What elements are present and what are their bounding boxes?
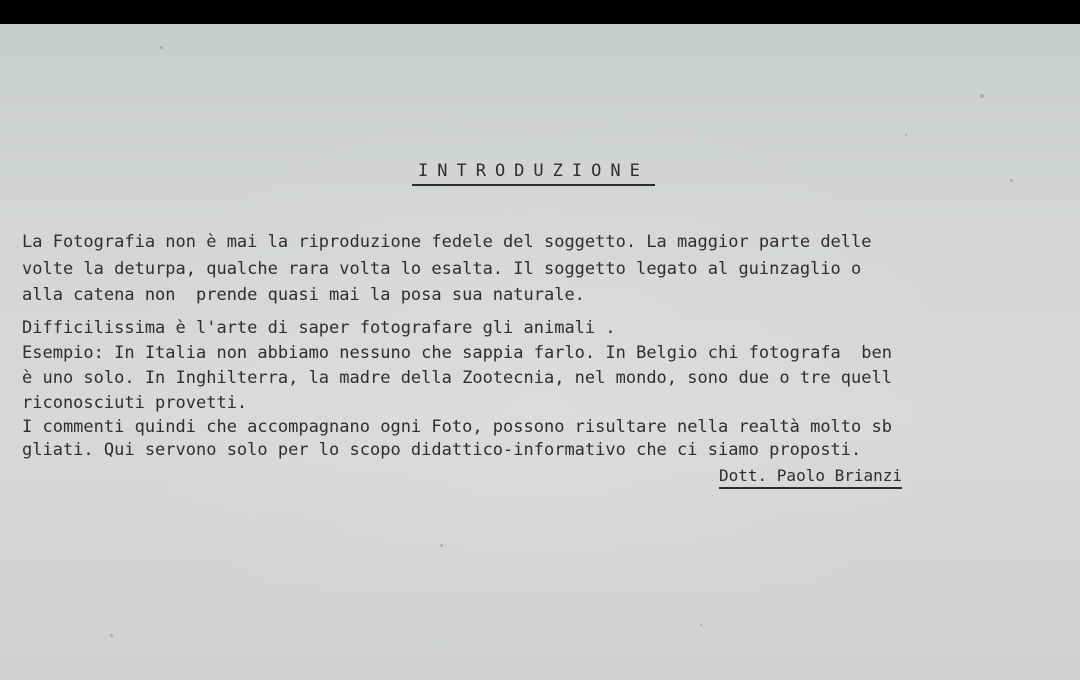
page-title: INTRODUZIONE xyxy=(412,163,655,186)
typewritten-page xyxy=(0,24,1080,680)
paragraph-2-line: è uno solo. In Inghilterra, la madre della Zootecnia, nel mondo, sono due o tre quell xyxy=(22,368,892,388)
paper-speck xyxy=(700,624,702,626)
paragraph-2-line: riconosciuti provetti. xyxy=(22,393,248,413)
paragraph-2-line: Esempio: In Italia non abbiamo nessuno che sappia farlo. In Belgio chi fotografa ben xyxy=(22,343,892,363)
paragraph-2-line: gliati. Qui servono solo per lo scopo didattico-informativo che ci siamo proposti. xyxy=(22,440,862,460)
paper-speck xyxy=(440,544,443,547)
paragraph-2-line: Difficilissima è l'arte di saper fotografare gli animali . xyxy=(22,318,616,338)
paragraph-1-line: La Fotografia non è mai la riproduzione fedele del soggetto. La maggior parte delle xyxy=(22,232,872,252)
paper-speck xyxy=(160,46,163,49)
paper-speck xyxy=(110,634,113,637)
paper-speck xyxy=(980,94,984,98)
top-bar xyxy=(0,0,1080,24)
signature: Dott. Paolo Brianzi xyxy=(719,468,902,489)
paragraph-1-line: alla catena non prende quasi mai la posa sua naturale. xyxy=(22,285,585,305)
paper-speck xyxy=(1010,179,1013,182)
paragraph-1-line: volte la deturpa, qualche rara volta lo esalta. Il soggetto legato al guinzaglio o xyxy=(22,259,862,279)
paper-speck xyxy=(905,134,907,136)
paragraph-2-line: I commenti quindi che accompagnano ogni Foto, possono risultare nella realtà molto sb xyxy=(22,417,892,437)
